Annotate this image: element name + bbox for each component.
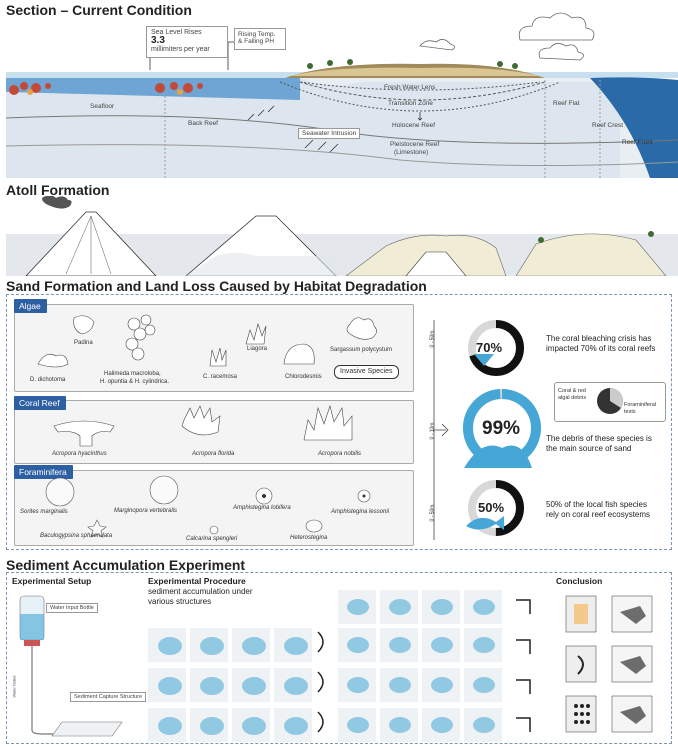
sediment-blob bbox=[284, 677, 308, 695]
sp-acropora-florida: Acropora florida bbox=[192, 451, 235, 457]
sea-level-value: 3.3 bbox=[151, 35, 165, 46]
sp-sorites: Sorites marginalis bbox=[20, 509, 68, 515]
marginopora-icon bbox=[150, 476, 178, 504]
halimeda-icon bbox=[126, 315, 155, 360]
heterostegina-icon bbox=[306, 520, 322, 532]
sediment-blob bbox=[347, 599, 369, 615]
sea-level-callout bbox=[146, 26, 228, 58]
sediment-blob bbox=[473, 717, 495, 733]
sp-marginopora: Marginopora vertebralis bbox=[114, 508, 178, 514]
label-holocene: Holocene Reef bbox=[392, 122, 435, 129]
sp-amph-lobifera: Amphistegina lobifera bbox=[233, 505, 291, 511]
sp-racemosa: C. racemosa bbox=[203, 374, 238, 380]
sediment-blob bbox=[242, 677, 266, 695]
procedure-desc2: various structures bbox=[148, 597, 212, 606]
label-reef-crest: Reef Crest bbox=[592, 122, 624, 129]
structure-shape bbox=[318, 672, 323, 692]
label-reef-front: Reef Front bbox=[622, 139, 653, 146]
pie-label-debris: Coral & red algal debris bbox=[558, 388, 587, 401]
racemosa-icon bbox=[210, 348, 226, 366]
sediment-blob bbox=[431, 599, 453, 615]
calcarina-icon bbox=[210, 526, 218, 534]
sp-halimeda1: Halimeda macroloba, bbox=[104, 371, 161, 377]
reef-section-illustration bbox=[0, 0, 678, 180]
pie-label-forams: Foraminiferal tests bbox=[624, 402, 657, 415]
sp-sargassum: Sargassum polycystum bbox=[330, 347, 393, 353]
sediment-blob bbox=[431, 677, 453, 693]
temp-callout bbox=[234, 28, 286, 50]
sediment-blob bbox=[200, 717, 224, 735]
setup-title: Experimental Setup bbox=[12, 576, 92, 586]
structure-shape bbox=[516, 680, 530, 694]
sp-baculogypsina: Baculogypsina sphaerulata bbox=[40, 533, 113, 539]
sediment-blob bbox=[284, 637, 308, 655]
label-reef-flat: Reef Flat bbox=[553, 100, 580, 107]
atoll-title: Atoll Formation bbox=[6, 182, 110, 198]
conclusion-title: Conclusion bbox=[556, 576, 603, 586]
sediment-blob bbox=[242, 717, 266, 735]
sediment-blob bbox=[347, 677, 369, 693]
stat-value-0: 70% bbox=[476, 340, 503, 355]
acropora-nobilis-icon bbox=[304, 406, 352, 440]
procedure-desc1: sediment accumulation under bbox=[148, 587, 253, 596]
atoll-formation-illustration bbox=[6, 196, 678, 276]
sediment-blob bbox=[200, 677, 224, 695]
sediment-blob bbox=[389, 637, 411, 653]
sand-composition-pie bbox=[595, 386, 625, 416]
structure-shape bbox=[318, 632, 323, 652]
foram-tag: Foraminifera bbox=[14, 465, 73, 479]
experiment-grid bbox=[146, 590, 546, 742]
section-title: Section – Current Condition bbox=[6, 2, 192, 18]
sp-liagora: Liagora bbox=[247, 346, 268, 352]
procedure-title: Experimental Procedure bbox=[148, 576, 246, 586]
sp-acropora-hyacinthus: Acropora hyacinthus bbox=[52, 451, 107, 457]
algae-tag: Algae bbox=[14, 299, 47, 313]
label-pleistocene1: Pleistocene Reef bbox=[390, 141, 440, 148]
label-seafloor: Seafloor bbox=[90, 103, 115, 110]
sediment-blob bbox=[389, 599, 411, 615]
sediment-blob bbox=[473, 637, 495, 653]
coral-tag: Coral Reef bbox=[14, 396, 66, 410]
sp-amph-lessonii: Amphistegina lessonii bbox=[331, 509, 390, 515]
padina-icon bbox=[74, 316, 94, 334]
sand-title: Sand Formation and Land Loss Caused by Habitat Degradation bbox=[6, 278, 427, 294]
sp-calcarina: Calcarina spengleri bbox=[186, 536, 238, 542]
sediment-blob bbox=[473, 599, 495, 615]
label-fresh-water: Fresh Water Lens bbox=[384, 84, 436, 91]
stat-text-0: The coral bleaching crisis has impacted 70% of its coral reefs bbox=[546, 334, 656, 353]
invasive-species-tag: Invasive Species bbox=[334, 365, 399, 379]
setup-capture-label: Sediment Capture Structure bbox=[70, 692, 146, 702]
acropora-hyacinthus-icon bbox=[54, 421, 114, 446]
sp-padina: Padina bbox=[74, 340, 93, 346]
sediment-blob bbox=[242, 637, 266, 655]
sediment-title: Sediment Accumulation Experiment bbox=[6, 557, 246, 573]
label-pleistocene2: (Limestone) bbox=[394, 149, 429, 156]
sp-heterostegina: Heterostegina bbox=[290, 535, 328, 541]
foram-depth: 0 - 50m bbox=[429, 504, 436, 522]
label-back-reef: Back Reef bbox=[188, 120, 218, 127]
stat-value-1: 99% bbox=[482, 418, 521, 439]
dichotoma-icon bbox=[38, 354, 68, 367]
label-seawater: Seawater Intrusion bbox=[298, 128, 360, 139]
setup-axis-label: Water Outlet bbox=[11, 675, 17, 698]
algae-depth: 0 - 50m bbox=[429, 330, 436, 348]
structure-shape bbox=[318, 712, 323, 732]
sediment-blob bbox=[200, 637, 224, 655]
temp-line2: & Falling PH bbox=[238, 38, 275, 45]
capture-structure-icon bbox=[52, 722, 122, 736]
sediment-blob bbox=[158, 637, 182, 655]
sp-chlorodesmis: Chlorodesmis bbox=[285, 374, 322, 380]
stat-value-2: 50% bbox=[478, 500, 505, 515]
label-transition: Transition Zone bbox=[388, 100, 433, 107]
bracket-graphic bbox=[432, 320, 462, 540]
sediment-blob bbox=[158, 717, 182, 735]
sorites-icon bbox=[46, 478, 74, 506]
conclusion-graphics bbox=[556, 590, 670, 742]
sp-halimeda2: H. opuntia & H. cylindrica. bbox=[100, 379, 170, 385]
sargassum-icon bbox=[347, 318, 377, 340]
liagora-icon bbox=[246, 324, 266, 344]
cloud-icon bbox=[420, 13, 594, 60]
sp-dichotoma: D. dichotoma bbox=[30, 377, 66, 383]
stat-text-1: The debris of these species is the main source of sand bbox=[546, 434, 652, 453]
structure-shape bbox=[516, 640, 530, 654]
setup-bottle-label: Water Input Bottle bbox=[46, 603, 98, 613]
sediment-blob bbox=[158, 677, 182, 695]
sediment-blob bbox=[389, 677, 411, 693]
sediment-blob bbox=[347, 717, 369, 733]
sea-level-label: Sea Level Rises bbox=[151, 29, 202, 36]
acropora-florida-icon bbox=[182, 406, 220, 435]
sea-level-unit: millimiters per year bbox=[151, 46, 210, 53]
sediment-blob bbox=[431, 637, 453, 653]
stat-text-2: 50% of the local fish species rely on coral reef ecosystems bbox=[546, 500, 651, 519]
structure-shape bbox=[516, 600, 530, 614]
temp-line1: Rising Temp. bbox=[238, 31, 276, 38]
sp-acropora-nobilis: Acropora nobilis bbox=[318, 451, 362, 457]
structure-shape bbox=[516, 718, 530, 732]
sediment-blob bbox=[389, 717, 411, 733]
coral-depth: 0 - 10m bbox=[429, 422, 436, 440]
sediment-blob bbox=[431, 717, 453, 733]
chlorodesmis-icon bbox=[284, 344, 314, 364]
sediment-blob bbox=[347, 637, 369, 653]
sediment-blob bbox=[473, 677, 495, 693]
sediment-blob bbox=[284, 717, 308, 735]
